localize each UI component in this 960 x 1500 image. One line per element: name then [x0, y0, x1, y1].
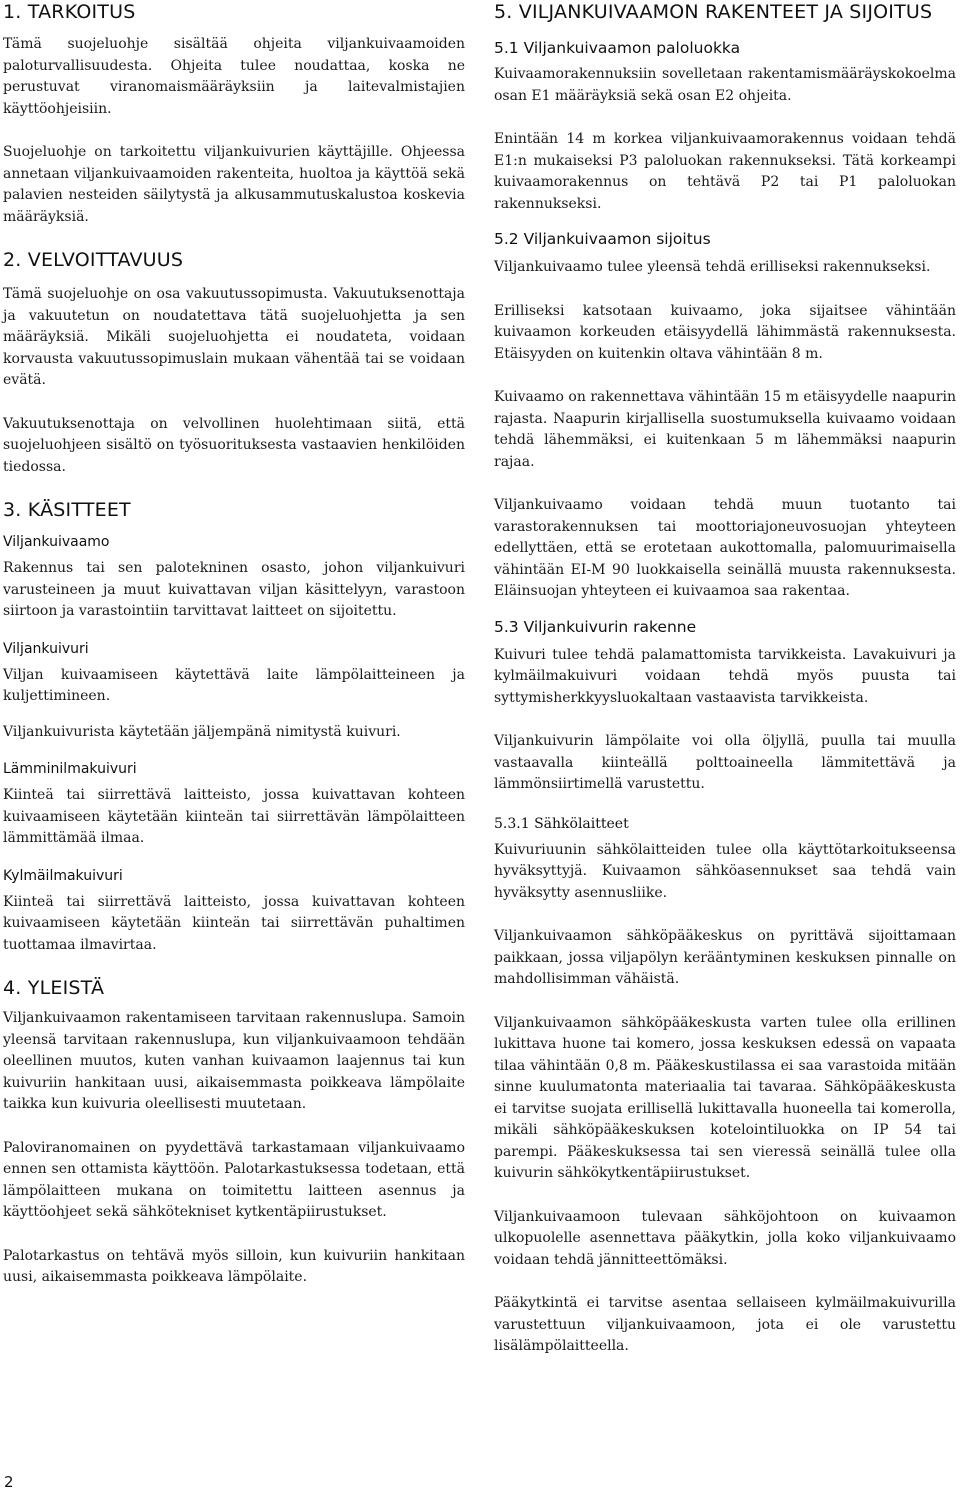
section-5-1-heading: 5.1 Viljankuivaamon paloluokka	[494, 39, 741, 57]
section-4-paragraph-3: Palotarkastus on tehtävä myös silloin, kun kuivuriin hankitaan uusi, aikaisemmasta poikkeava lämpölaite.	[3, 1247, 465, 1285]
definition-viljankuivuri: Viljan kuivaamiseen käytettävä laite lämpölaitteineen ja kuljettimineen.	[3, 666, 465, 704]
section-5-3-paragraph-1: Kuivuri tulee tehdä palamattomista tarvikkeista. Lavakuivuri ja kylmäilmakuivuri voidaan tehdä myös puusta tai syttymisherkkyysluokaltaan vastaavista tarvikkeista.	[494, 646, 956, 706]
term-viljankuivaamo: Viljankuivaamo	[3, 534, 110, 550]
section-3-heading: 3. KÄSITTEET	[3, 499, 131, 521]
section-5-2-paragraph-2: Erilliseksi katsotaan kuivaamo, joka sijaitsee vähintään kuivaamon korkeuden etäisyydellä lähimmästä rakennuksesta. Etäisyyden on kuitenkin oltava vähintään 8 m.	[494, 302, 956, 362]
section-5-3-1-heading: 5.3.1 Sähkölaitteet	[494, 815, 629, 832]
section-4-paragraph-1: Viljankuivaamon rakentamiseen tarvitaan rakennuslupa. Samoin yleensä tarvitaan rakennuslupa, kun viljankuivaamoon tehdään oleellinen muutos, kuten vanhan kuivaamon laajennus tai kun kuivuriin hankitaan uusi, aikaisemmasta poikkeava lämpölaite taikka kun kuivuria oleellisesti muutetaan.	[3, 1010, 465, 1112]
section-5-1-paragraph-2: Enintään 14 m korkea viljankuivaamorakennus voidaan tehdä E1:n mukaiseksi P3 paloluokan rakennukseksi. Tätä korkeampi kuivaamorakennus on tehtävä P2 tai P1 paloluokan rakennukseksi.	[494, 131, 956, 212]
left-column	[3, 0, 465, 1289]
section-5-2-heading: 5.2 Viljankuivaamon sijoitus	[494, 230, 711, 248]
section-2-heading: 2. VELVOITTAVUUS	[3, 249, 184, 271]
section-2-paragraph-2: Vakuutuksenottaja on velvollinen huolehtimaan siitä, että suojeluohjeen sisältö on työsuorituksesta vastaavien henkilöiden tiedossa.	[3, 415, 465, 475]
page-number: 2	[4, 1473, 14, 1491]
section-5-3-1-paragraph-2: Viljankuivaamon sähköpääkeskus on pyrittävä sijoittamaan paikkaan, jossa viljapölyn kerääntyminen keskuksen pinnalle on mahdollisimman vähäistä.	[494, 928, 956, 987]
section-4-paragraph-2: Paloviranomainen on pyydettävä tarkastamaan viljankuivaamo ennen sen ottamista käyttöön. Palotarkastuksessa todetaan, että lämpölaitteen mukana on toimitettu laitteen asennus ja käyttöohjeet sekä sähkötekniset kytkentäpiirustukset.	[3, 1139, 465, 1220]
term-lamminilmakuivuri: Lämminilmakuivuri	[3, 761, 137, 777]
section-5-2-paragraph-1: Viljankuivaamo tulee yleensä tehdä erilliseksi rakennukseksi.	[494, 259, 931, 275]
term-viljankuivuri: Viljankuivuri	[3, 640, 89, 657]
section-1-paragraph-2: Suojeluohje on tarkoitettu viljankuivurien käyttäjille. Ohjeessa annetaan viljankuivaamoiden rakenteita, huoltoa ja käyttöä sekä palavien nesteiden säilytystä ja alkusammutuskalustoa koskevia määräyksiä.	[3, 144, 465, 225]
section-1-paragraph-1: Tämä suojeluohje sisältää ohjeita viljankuivaamoiden paloturvallisuudesta. Ohjeita tulee noudattaa, koska ne perustuvat viranomaismääräyksiin ja laitevalmistajien käyttöohjeisiin.	[3, 36, 465, 117]
section-5-3-1-paragraph-3: Viljankuivaamon sähköpääkeskusta varten tulee olla erillinen lukittava huone tai komero, jossa keskuksen edessä on vapaata tilaa vähintään 0,8 m. Pääkeskustilassa ei saa varastoida mitään sinne kuulumatonta materiaalia tai tavaraa. Sähköpääkeskusta ei tarvitse suojata erillisellä lukittavalla huoneella tai komerolla, mikäli sähköpääkeskuksen kotelointiluokka on IP 54 tai parempi. Pääkeskuksessa tai sen vieressä seinällä tulee olla kuivurin sähkökytkentäpiirustukset.	[494, 1014, 956, 1181]
section-5-3-heading: 5.3 Viljankuivurin rakenne	[494, 617, 697, 636]
term-kylmailmakuivuri: Kylmäilmakuivuri	[3, 867, 123, 884]
definition-viljankuivuri-note: Viljankuivurista käytetään jäljempänä nimitystä kuivuri.	[3, 723, 401, 740]
section-5-3-1-paragraph-5: Pääkytkintä ei tarvitse asentaa sellaiseen kylmäilmakuivurilla varustettuun viljankuivaamoon, jota ei ole varustettu lisälämpölaitteella.	[494, 1295, 956, 1354]
section-5-3-1-paragraph-4: Viljankuivaamoon tulevaan sähköjohtoon on kuivaamon ulkopuolelle asennettava pääkytkin, jolla koko viljankuivaamo voidaan tehdä jännitteettömäksi.	[494, 1208, 956, 1268]
definition-lamminilmakuivuri: Kiinteä tai siirrettävä laitteisto, jossa kuivattavan kohteen kuivaamiseen käytetään kiinteän tai siirrettävän lämpölaitteen lämmittämää ilmaa.	[3, 787, 465, 846]
section-5-3-1-paragraph-1: Kuivuriuunin sähkölaitteiden tulee olla käyttötarkoitukseensa hyväksyttyjä. Kuivaamon sähköasennukset saa tehdä vain hyväksytty asennusliike.	[494, 841, 956, 901]
section-5-2-paragraph-3: Kuivaamo on rakennettava vähintään 15 m etäisyydelle naapurin rajasta. Naapurin kirjallisella suostumuksella kuivaamo voidaan tehdä lähemmäksi, ei kuitenkaan 5 m lähemmäksi naapurin rajaa.	[494, 389, 956, 470]
section-1-heading: 1. TARKOITUS	[3, 1, 136, 23]
section-5-heading: 5. VILJANKUIVAAMON RAKENTEET JA SIJOITUS	[494, 1, 933, 23]
section-2-paragraph-1: Tämä suojeluohje on osa vakuutussopimusta. Vakuutuksenottaja ja vakuutetun on noudatettava tätä suojeluohjetta ja sen määräyksiä. Mikäli suojeluohjetta ei noudateta, voidaan korvausta vakuutussopimuslain mukaan vähentää tai se voidaan evätä.	[3, 286, 465, 388]
section-5-1-paragraph-1: Kuivaamorakennuksiin sovelletaan rakentamismääräyskokoelma osan E1 määräyksiä sekä osan E2 ohjeita.	[494, 66, 956, 104]
right-column	[494, 0, 956, 1358]
section-5-3-paragraph-2: Viljankuivurin lämpölaite voi olla öljyllä, puulla tai muulla vastaavalla kiinteällä polttoaineella lämmitettävä ja lämmönsiirtimellä varustettu.	[494, 733, 956, 792]
section-5-2-paragraph-4: Viljankuivaamo voidaan tehdä muun tuotanto tai varastorakennuksen tai moottoriajoneuvosuojan yhteyteen edellyttäen, että se erotetaan aukottomalla, palomuurimaisella vähintään EI-M 90 luokkaisella seinällä muusta rakennuksesta. Eläinsuojan yhteyteen ei kuivaamoa saa rakentaa.	[494, 497, 956, 599]
section-4-heading: 4. YLEISTÄ	[3, 977, 105, 999]
definition-kylmailmakuivuri: Kiinteä tai siirrettävä laitteisto, jossa kuivattavan kohteen kuivaamiseen käytetään kiinteän tai siirrettävän puhaltimen tuottamaa ilmavirtaa.	[3, 893, 465, 953]
definition-viljankuivaamo: Rakennus tai sen palotekninen osasto, johon viljankuivuri varusteineen ja muut kuivattavan viljan käsittelyyn, varastoon siirtoon ja varastointiin tarvittavat laitteet on sijoitettu.	[3, 560, 465, 619]
